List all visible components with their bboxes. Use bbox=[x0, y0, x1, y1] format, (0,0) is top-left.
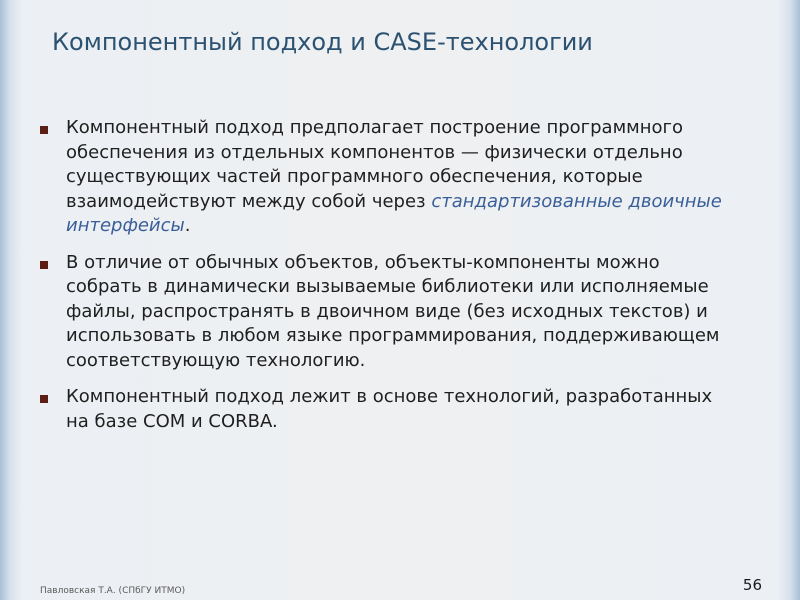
footer-author: Павловская Т.А. (СПбГУ ИТМО) bbox=[40, 586, 186, 596]
bullet-text: Компонентный подход лежит в основе технологий, разработанных на базе COM и CORBA. bbox=[66, 386, 713, 432]
bullet-text bbox=[66, 116, 740, 239]
bullet-text: В отличие от обычных объектов, объекты-компоненты можно собрать в динамически вызываемые библиотеки или исполняемые файлы, распространять в двоичном виде (без исходных текстов) и использовать в любом языке программирования, поддерживающем соответствующую технологию. bbox=[66, 251, 720, 371]
bullet-list bbox=[40, 116, 740, 446]
bullet-square-icon bbox=[40, 261, 48, 269]
bullet-square-icon bbox=[40, 126, 48, 134]
bullet-text-part: Компонентный подход предполагает построение программного обеспечения из отдельных компонентов — физически отдельно существующих частей программного обеспечения, которые взаимодействуют между собой через bbox=[66, 117, 683, 212]
bullet-text-part: . bbox=[184, 215, 191, 236]
bullet-item-2 bbox=[40, 251, 740, 374]
page-number: 56 bbox=[742, 576, 762, 594]
bullet-square-icon bbox=[40, 395, 48, 403]
emphasis-text: стандартизованные двоичные интерфейсы bbox=[66, 190, 722, 236]
bullet-item-1 bbox=[40, 116, 740, 239]
bullet-item-3 bbox=[40, 385, 740, 434]
slide-title: Компонентный подход и CASE-технологии bbox=[52, 28, 593, 56]
